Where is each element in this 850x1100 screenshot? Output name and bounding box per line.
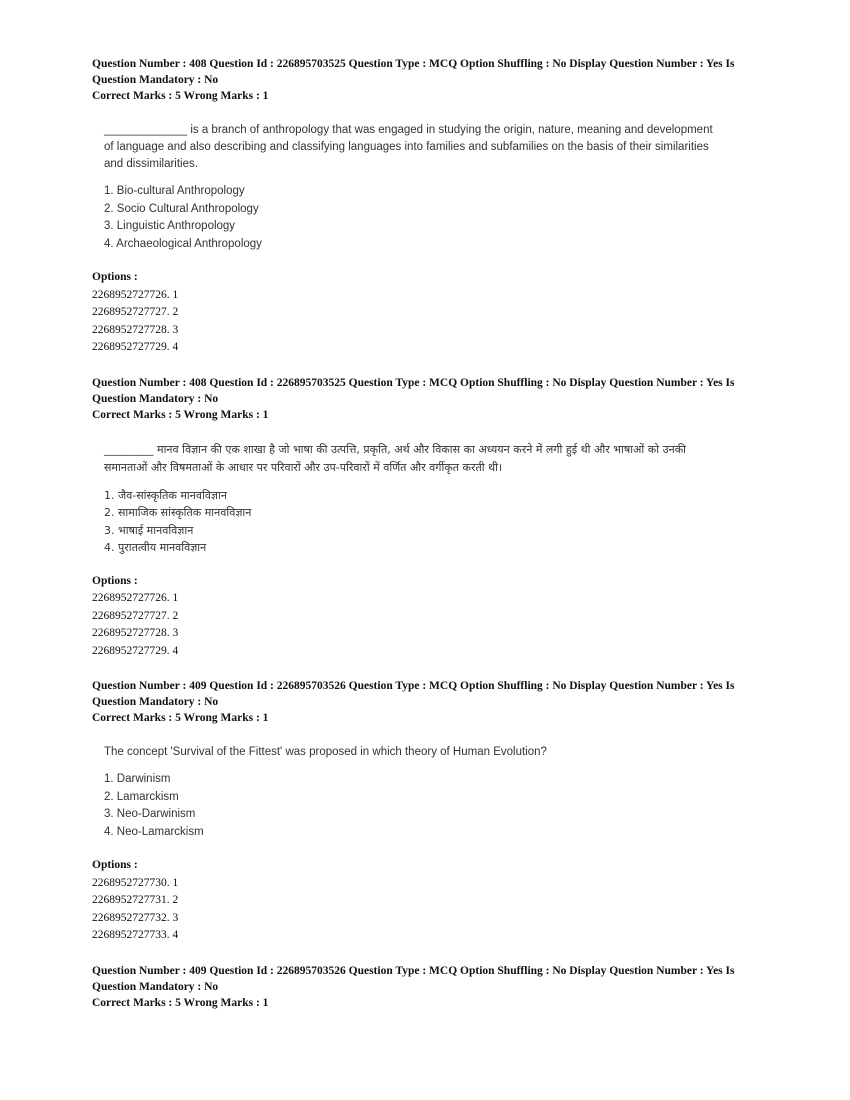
- marks-line: Correct Marks : 5 Wrong Marks : 1: [92, 90, 269, 102]
- choice-item: 4. पुरातत्वीय मानवविज्ञान: [104, 541, 207, 554]
- question-header: Question Number : 408 Question Id : 226895703525 Question Type : MCQ Option Shuffling : No Display Question Number : Yes Is Question Mandatory : No: [92, 58, 735, 86]
- options-label: Options :: [92, 859, 138, 871]
- options-label: Options :: [92, 574, 138, 587]
- question-body: [104, 122, 714, 253]
- question-text: The concept 'Survival of the Fittest' was proposed in which theory of Human Evolution?: [104, 746, 547, 758]
- question-text: _________ मानव विज्ञान की एक शाखा है जो भाषा की उत्पत्ति, प्रकृति, अर्थ और विकास का अध्ययन करने में लगी हुई थी और भाषाओं को उनकी समानताओं और विषमताओं के आधार पर परिवारों और उप-परिवारों में वर्णित और वर्गीकृत करती थी।: [104, 442, 687, 474]
- choice-item: 2. Lamarckism: [104, 790, 179, 803]
- marks-line: Correct Marks : 5 Wrong Marks : 1: [92, 712, 269, 724]
- choice-item: 3. Linguistic Anthropology: [104, 220, 236, 232]
- choice-item: 1. Bio-cultural Anthropology: [104, 185, 245, 197]
- choice-list: [104, 487, 714, 557]
- question-header: Question Number : 409 Question Id : 226895703526 Question Type : MCQ Option Shuffling : No Display Question Number : Yes Is Question Mandatory : No: [92, 964, 735, 993]
- choice-item: 2. सामाजिक सांस्कृतिक मानवविज्ञान: [104, 506, 252, 519]
- choice-item: 3. Neo-Darwinism: [104, 808, 196, 820]
- option-id-row: 2268952727730. 1: [92, 876, 179, 889]
- marks-line: Correct Marks : 5 Wrong Marks : 1: [92, 408, 269, 421]
- marks-line: Correct Marks : 5 Wrong Marks : 1: [92, 996, 269, 1009]
- option-id-row: 2268952727727. 2: [92, 306, 179, 318]
- choice-item: 2. Socio Cultural Anthropology: [104, 202, 259, 215]
- option-id-row: 2268952727731. 2: [92, 894, 179, 906]
- question-body: [104, 744, 714, 841]
- question-header: Question Number : 409 Question Id : 226895703526 Question Type : MCQ Option Shuffling : No Display Question Number : Yes Is Question Mandatory : No: [92, 680, 735, 708]
- option-id-row: 2268952727728. 3: [92, 323, 179, 336]
- question-text: _____________ is a branch of anthropology that was engaged in studying the origin, nature, meaning and development of language and also describing and classifying languages into families and subfamilies on the basis of their similarities and dissimilarities.: [104, 124, 713, 170]
- option-id-row: 2268952727727. 2: [92, 609, 179, 622]
- choice-item: 1. Darwinism: [104, 773, 171, 785]
- question-body: [104, 441, 714, 557]
- option-id-row: 2268952727732. 3: [92, 911, 179, 924]
- options-section: [92, 573, 850, 661]
- choice-item: 4. Neo-Lamarckism: [104, 825, 204, 838]
- choice-item: 4. Archaeological Anthropology: [104, 237, 262, 250]
- choice-list: [104, 183, 714, 253]
- question-block-408-hi: [92, 375, 850, 661]
- option-id-row: 2268952727729. 4: [92, 644, 179, 657]
- choice-item: 3. भाषाई मानवविज्ञान: [104, 523, 194, 537]
- question-block-409-hi: [92, 963, 850, 1011]
- options-section: [92, 269, 850, 357]
- option-id-row: 2268952727726. 1: [92, 592, 179, 604]
- choice-list: [104, 771, 714, 841]
- option-id-row: 2268952727729. 4: [92, 341, 179, 353]
- option-id-row: 2268952727726. 1: [92, 288, 179, 301]
- option-id-row: 2268952727733. 4: [92, 929, 179, 941]
- options-section: [92, 857, 850, 945]
- question-header: Question Number : 408 Question Id : 226895703525 Question Type : MCQ Option Shuffling : No Display Question Number : Yes Is Question Mandatory : No: [92, 376, 735, 405]
- choice-item: 1. जैव-सांस्कृतिक मानवविज्ञान: [104, 488, 227, 502]
- option-id-row: 2268952727728. 3: [92, 627, 179, 639]
- question-block-409-en: [92, 678, 850, 945]
- question-block-408-en: [92, 56, 850, 357]
- options-label: Options :: [92, 271, 138, 283]
